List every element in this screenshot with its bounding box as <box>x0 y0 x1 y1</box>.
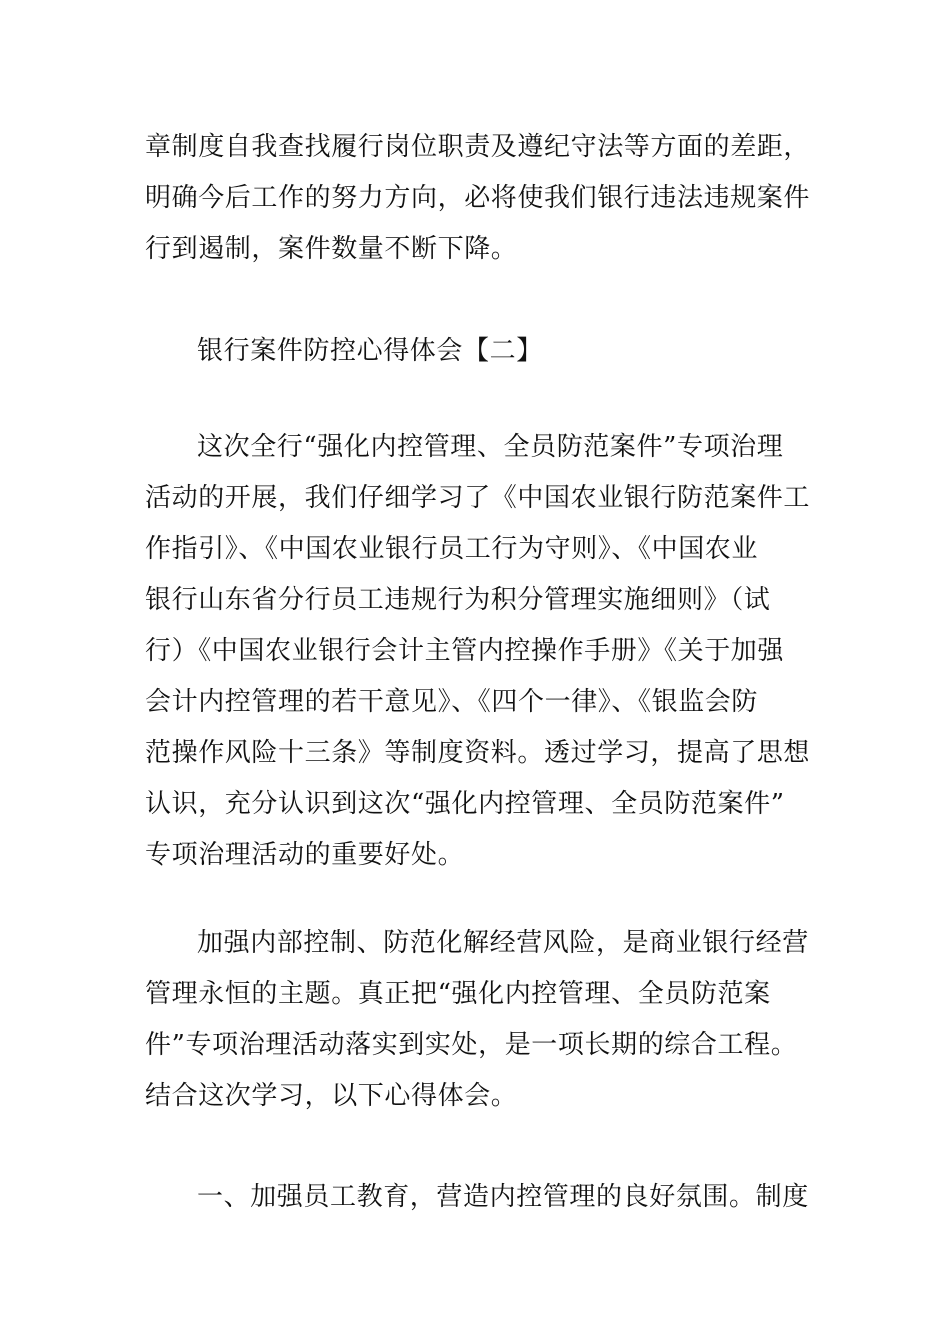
text-line: 专项治理活动的重要好处。 <box>145 840 465 870</box>
text-line: 章制度自我查找履行岗位职责及遵纪守法等方面的差距， <box>145 132 811 162</box>
paragraph-intro <box>145 422 810 881</box>
section-heading <box>145 326 810 377</box>
text-line: 银行山东省分行员工违规行为积分管理实施细则》（试 <box>145 585 771 615</box>
text-line: 加强内部控制、防范化解经营风险，是商业银行经营 <box>197 928 809 958</box>
text-line: 这次全行“强化内控管理、全员防范案件”专项治理 <box>197 432 784 462</box>
text-line: 范操作风险十三条》等制度资料。透过学习，提高了思想 <box>145 738 811 768</box>
text-line: 明确今后工作的努力方向，必将使我们银行违法违规案件 <box>145 183 811 213</box>
text-line: 结合这次学习，以下心得体会。 <box>145 1081 518 1111</box>
text-line: 一、加强员工教育，营造内控管理的良好氛围。制度 <box>197 1182 809 1212</box>
heading-text: 银行案件防控心得体会【二】 <box>197 336 543 366</box>
paragraph-internal-control <box>145 918 810 1122</box>
text-line: 会计内控管理的若干意见》、《四个一律》、《银监会防 <box>145 687 759 717</box>
paragraph-point-one <box>145 1172 810 1223</box>
text-line: 件”专项治理活动落实到实处，是一项长期的综合工程。 <box>145 1030 798 1060</box>
text-line: 活动的开展，我们仔细学习了《中国农业银行防范案件工 <box>145 483 811 513</box>
text-line: 管理永恒的主题。真正把“强化内控管理、全员防范案 <box>145 979 771 1009</box>
text-line: 作指引》、《中国农业银行员工行为守则》、《中国农业 <box>145 534 759 564</box>
text-line: 行到遏制，案件数量不断下降。 <box>145 234 518 264</box>
text-line: 认识，充分认识到这次“强化内控管理、全员防范案件” <box>145 789 785 819</box>
text-line: 行）《中国农业银行会计主管内控操作手册》《关于加强 <box>145 636 785 666</box>
paragraph-continuation <box>145 122 810 275</box>
